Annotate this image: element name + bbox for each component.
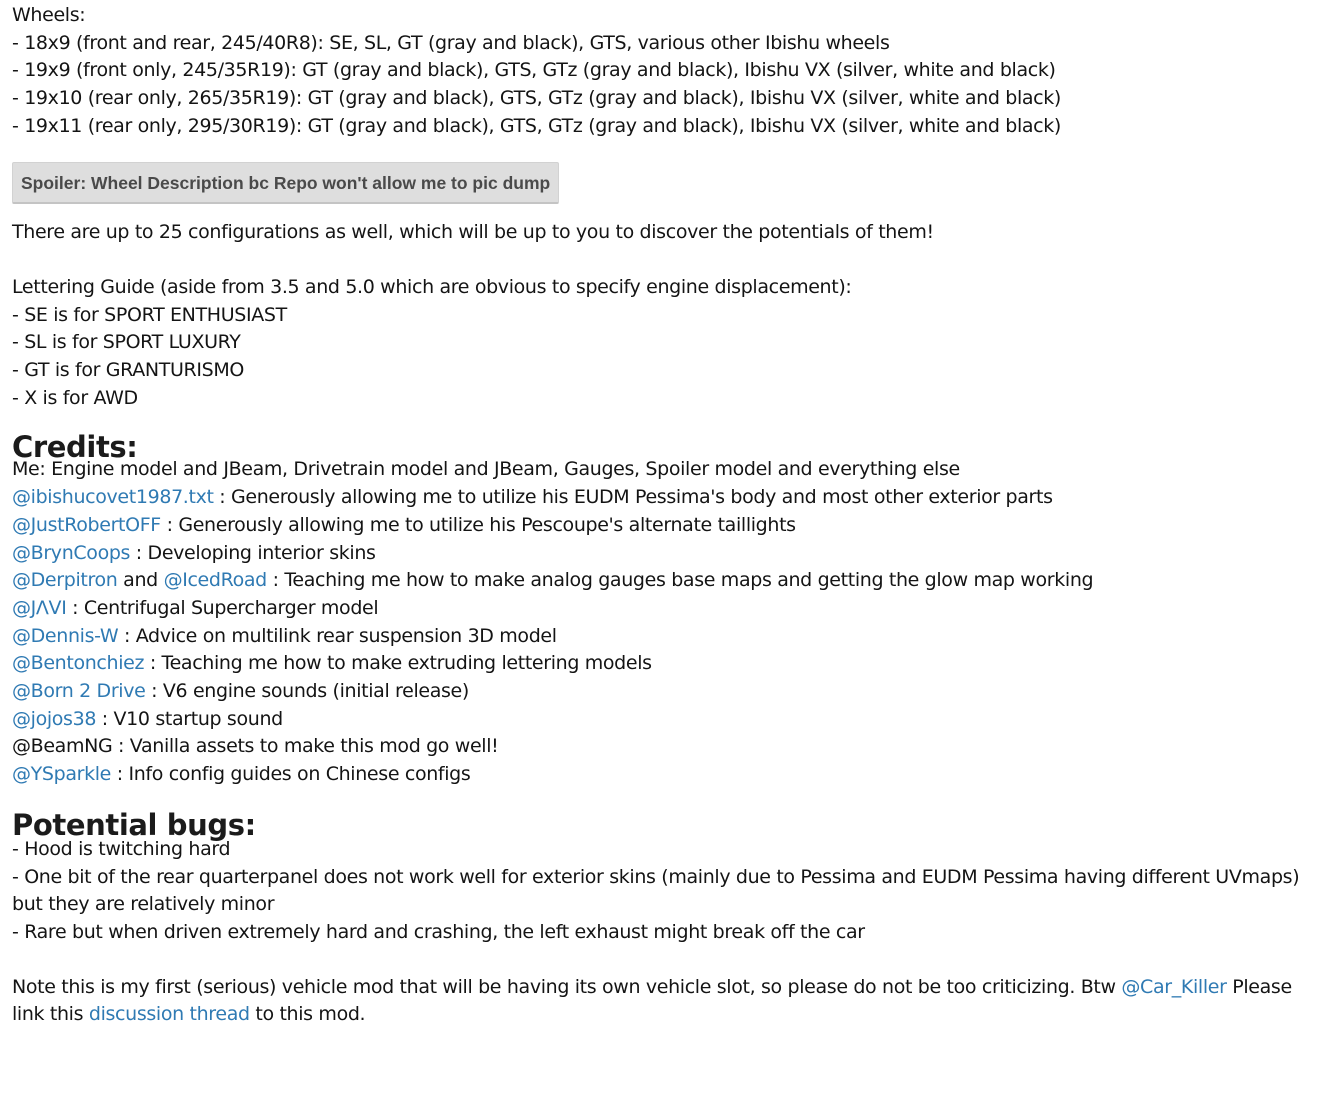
lettering-heading: Lettering Guide (aside from 3.5 and 5.0 which are obvious to specify engine displacement):: [12, 275, 852, 298]
bugs-heading: Potential bugs:: [12, 807, 256, 842]
credit-text: : Centrifugal Supercharger model: [66, 596, 379, 619]
credit-text: : V6 engine sounds (initial release): [145, 680, 469, 703]
credit-text: : Generously allowing me to utilize his EUDM Pessima's body and most other exterior parts: [213, 486, 1053, 509]
wheel-item: - 18x9 (front and rear, 245/40R8): SE, SL, GT (gray and black), GTS, various other Ibishu wheels: [12, 31, 890, 54]
credit-text: : Generously allowing me to utilize his Pescoupe's alternate taillights: [160, 513, 796, 536]
configurations-text: There are up to 25 configurations as well, which will be up to you to discover the potentials of them!: [12, 220, 934, 243]
bug-item: - Rare but when driven extremely hard and crashing, the left exhaust might break off the car: [12, 920, 865, 943]
credit-entry: [12, 595, 1320, 623]
user-mention-link[interactable]: @Bentonchiez: [12, 652, 145, 675]
user-mention-link[interactable]: @YSparkle: [12, 763, 112, 786]
credits-me-line: Me: Engine model and JBeam, Drivetrain model and JBeam, Gauges, Spoiler model and everything else: [12, 458, 960, 481]
credit-joiner-text: and: [117, 569, 164, 592]
user-mention-link[interactable]: @JΛVI: [12, 596, 67, 619]
credit-entry: [12, 650, 1320, 678]
note-text: Please link this: [12, 975, 1292, 1026]
user-mention-link[interactable]: @jojos38: [12, 707, 97, 730]
credit-entry: [12, 678, 1320, 706]
user-mention-link[interactable]: @IcedRoad: [163, 569, 267, 592]
credit-entry-beamng: @BeamNG : Vanilla assets to make this mod go well!: [12, 735, 499, 758]
lettering-item: - SL is for SPORT LUXURY: [12, 331, 241, 354]
lettering-item: - X is for AWD: [12, 386, 138, 409]
user-mention-link[interactable]: @Derpitron: [12, 569, 118, 592]
user-mention-link[interactable]: @Born 2 Drive: [12, 680, 146, 703]
credit-entry: [12, 567, 1320, 595]
credit-entry: [12, 484, 1320, 512]
credit-text: : V10 startup sound: [96, 707, 283, 730]
spoiler-toggle-button[interactable]: Spoiler: Wheel Description bc Repo won't allow me to pic dump: [12, 162, 559, 204]
author-note: [12, 974, 1320, 1029]
lettering-item: - GT is for GRANTURISMO: [12, 359, 245, 382]
post-body: [12, 2, 1320, 1029]
bug-item: - One bit of the rear quarterpanel does not work well for exterior skins (mainly due to Pessima and EUDM Pessima having different UVmaps) but they are relatively minor: [12, 865, 1300, 916]
credit-entry: [12, 761, 1320, 789]
credit-entry: [12, 540, 1320, 568]
credit-text: : Advice on multilink rear suspension 3D model: [118, 624, 557, 647]
bug-item: - Hood is twitching hard: [12, 837, 231, 860]
spoiler-row: [12, 162, 1320, 204]
user-mention-link[interactable]: @BrynCoops: [12, 541, 131, 564]
user-mention-link[interactable]: @ibishucovet1987.txt: [12, 486, 214, 509]
credit-text: : Info config guides on Chinese configs: [111, 763, 471, 786]
credit-entry: [12, 623, 1320, 651]
note-text: to this mod.: [249, 1003, 366, 1026]
wheels-heading: Wheels:: [12, 4, 86, 26]
wheel-item: - 19x10 (rear only, 265/35R19): GT (gray and black), GTS, GTz (gray and black), Ibishu VX (silver, white and black): [12, 87, 1061, 110]
credit-entry: [12, 706, 1320, 734]
spacer: [12, 246, 1320, 274]
credit-text: : Teaching me how to make analog gauges base maps and getting the glow map working: [266, 569, 1094, 592]
discussion-thread-link[interactable]: discussion thread: [88, 1003, 250, 1026]
wheel-item: - 19x11 (rear only, 295/30R19): GT (gray and black), GTS, GTz (gray and black), Ibishu VX (silver, white and black): [12, 114, 1061, 137]
user-mention-link[interactable]: @Car_Killer: [1121, 975, 1227, 998]
credit-text: : Developing interior skins: [130, 541, 376, 564]
user-mention-link[interactable]: @JustRobertOFF: [12, 513, 161, 536]
credit-entry: [12, 512, 1320, 540]
lettering-item: - SE is for SPORT ENTHUSIAST: [12, 303, 287, 326]
wheel-item: - 19x9 (front only, 245/35R19): GT (gray and black), GTS, GTz (gray and black), Ibishu VX (silver, white and black): [12, 59, 1056, 82]
note-text: Note this is my first (serious) vehicle mod that will be having its own vehicle slot, so please do not be too criticizing. Btw: [12, 975, 1122, 998]
credit-text: : Teaching me how to make extruding lettering models: [144, 652, 652, 675]
user-mention-link[interactable]: @Dennis-W: [12, 624, 119, 647]
credits-heading: Credits:: [12, 430, 138, 465]
